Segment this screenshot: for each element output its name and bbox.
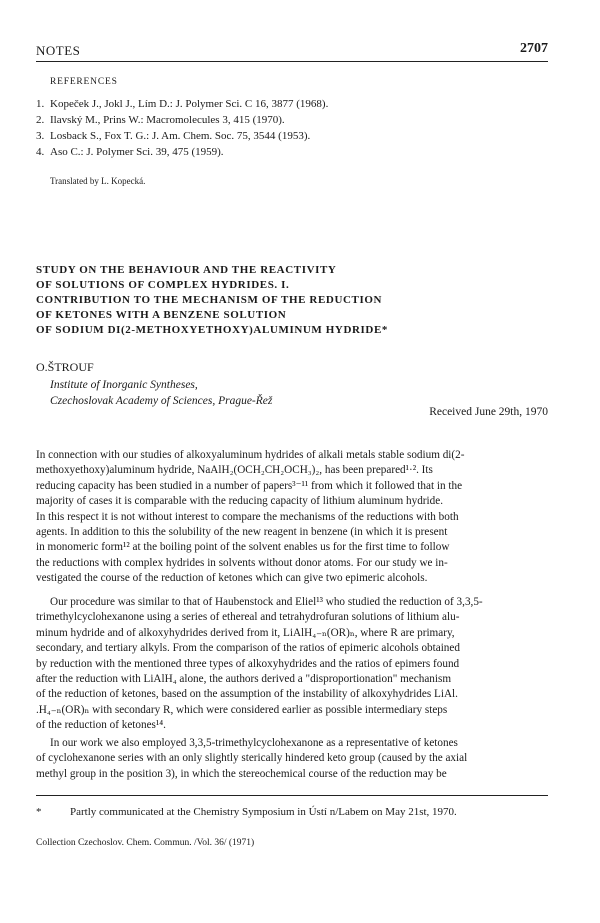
reference-text: Losback S., Fox T. G.: J. Am. Chem. Soc. 75, 3544 (1953). [50,130,311,142]
title-line: STUDY ON THE BEHAVIOUR AND THE REACTIVITY [36,264,337,276]
reference-item [36,97,328,111]
paragraph-line: of cyclohexanone series with an only slightly sterically hindered keto group (caused by the axial [36,752,468,765]
paragraph-line: vestigated the course of the reduction of ketones which can give two epimeric alcohols. [36,572,428,585]
reference-text: Aso C.: J. Polymer Sci. 39, 475 (1959). [50,146,224,158]
affiliation-line: Institute of Inorganic Syntheses, [50,379,198,391]
title-line: OF KETONES WITH A BENZENE SOLUTION [36,309,287,321]
translator-credit: Translated by L. Kopecká. [50,176,146,186]
reference-number: 3. [36,130,45,142]
footnote [36,806,549,818]
paragraph-line: In this respect it is not without interest to compare the mechanisms of the reductions with both [36,510,459,523]
paragraph-line: by reduction with the mentioned three types of alkoxyhydrides and the ratios of epimers found [36,657,460,670]
body-paragraph-2 [36,595,549,734]
references-heading: REFERENCES [50,77,118,87]
reference-number: 1. [36,98,45,110]
footnote-text: Partly communicated at the Chemistry Symposium in Ústí n/Labem on May 21st, 1970. [70,806,457,818]
reference-item [36,113,285,127]
affiliation-line: Czechoslovak Academy of Sciences, Prague-Řež [50,395,273,407]
paragraph-line: secondary, and tertiary alkyls. From the comparison of the ratios of epimeric alcohols obtained [36,642,460,655]
reference-item [36,129,310,143]
header-rule [36,61,548,62]
paragraph-line: .H₄₋ₙ(OR)ₙ with secondary R, which were considered earlier as possible intermediary steps [36,703,448,716]
paragraph-line: trimethylcyclohexanone using a series of ethereal and tetrahydrofuran solutions of lithium alu- [36,611,460,624]
paragraph-line: after the reduction with LiAlH₄ alone, the authors derived a "disproportionation" mechanism [36,673,452,686]
paragraph-line: minum hydride and of alkoxyhydrides derived from it, LiAlH₄₋ₙ(OR)ₙ, where R are primary, [36,626,455,639]
paragraph-line: In connection with our studies of alkoxyaluminum hydrides of alkali metals stable sodium di(2- [36,449,465,461]
paragraph-line: methoxyethoxy)aluminum hydride, NaAlH₂(OCH₂CH₂OCH₃)₂, has been prepared¹·². Its [36,464,433,477]
paragraph-line: majority of cases it is comparable with the reducing capacity of lithium aluminum hydride. [36,495,443,508]
paragraph-line: reducing capacity has been studied in a number of papers³⁻¹¹ from which it followed that in the [36,479,463,492]
title-line: CONTRIBUTION TO THE MECHANISM OF THE REDUCTION [36,294,383,306]
author-name: O.ŠTROUF [36,360,94,374]
author-affiliation [50,377,272,409]
body-paragraph-1 [36,448,549,587]
reference-number: 2. [36,114,45,126]
title-line: OF SOLUTIONS OF COMPLEX HYDRIDES. I. [36,279,290,291]
running-header-section: NOTES [36,43,81,58]
footnote-rule [36,795,548,796]
paragraph-line: in monomeric form¹² at the boiling point of the solvent enables us for the first time to follow [36,541,450,554]
footnote-marker: * [36,806,42,818]
paragraph-line: methyl group in the position 3), in which the stereochemical course of the reduction may be [36,767,447,780]
page-number: 2707 [520,41,548,56]
paragraph-line: the reductions with complex hydrides in solvents without donor atoms. For our study we in- [36,556,448,569]
received-date: Received June 29th, 1970 [429,406,548,418]
reference-text: Kopeček J., Jokl J., Lím D.: J. Polymer Sci. C 16, 3877 (1968). [50,98,329,110]
paragraph-line: Our procedure was similar to that of Haubenstock and Eliel¹³ who studied the reduction of 3,3,5- [50,596,483,608]
reference-item [36,145,224,159]
paragraph-line: of the reduction of ketones, based on the assumption of the instability of alkoxyhydrides LiAl. [36,688,458,701]
body-paragraph-3 [36,736,549,782]
title-line: OF SODIUM DI(2-METHOXYETHOXY)ALUMINUM HYDRIDE* [36,324,388,336]
journal-footer: Collection Czechoslov. Chem. Commun. /Vol. 36/ (1971) [36,838,255,848]
reference-text: Ilavský M., Prins W.: Macromolecules 3, 415 (1970). [50,114,285,126]
article-title [36,263,556,338]
paragraph-line: In our work we also employed 3,3,5-trimethylcyclohexanone as a representative of ketones [50,737,458,749]
paragraph-line: agents. In addition to this the solubility of the new reagent in benzene (in which it is present [36,526,448,539]
paragraph-line: of the reduction of ketones¹⁴. [36,719,166,732]
reference-number: 4. [36,146,45,158]
